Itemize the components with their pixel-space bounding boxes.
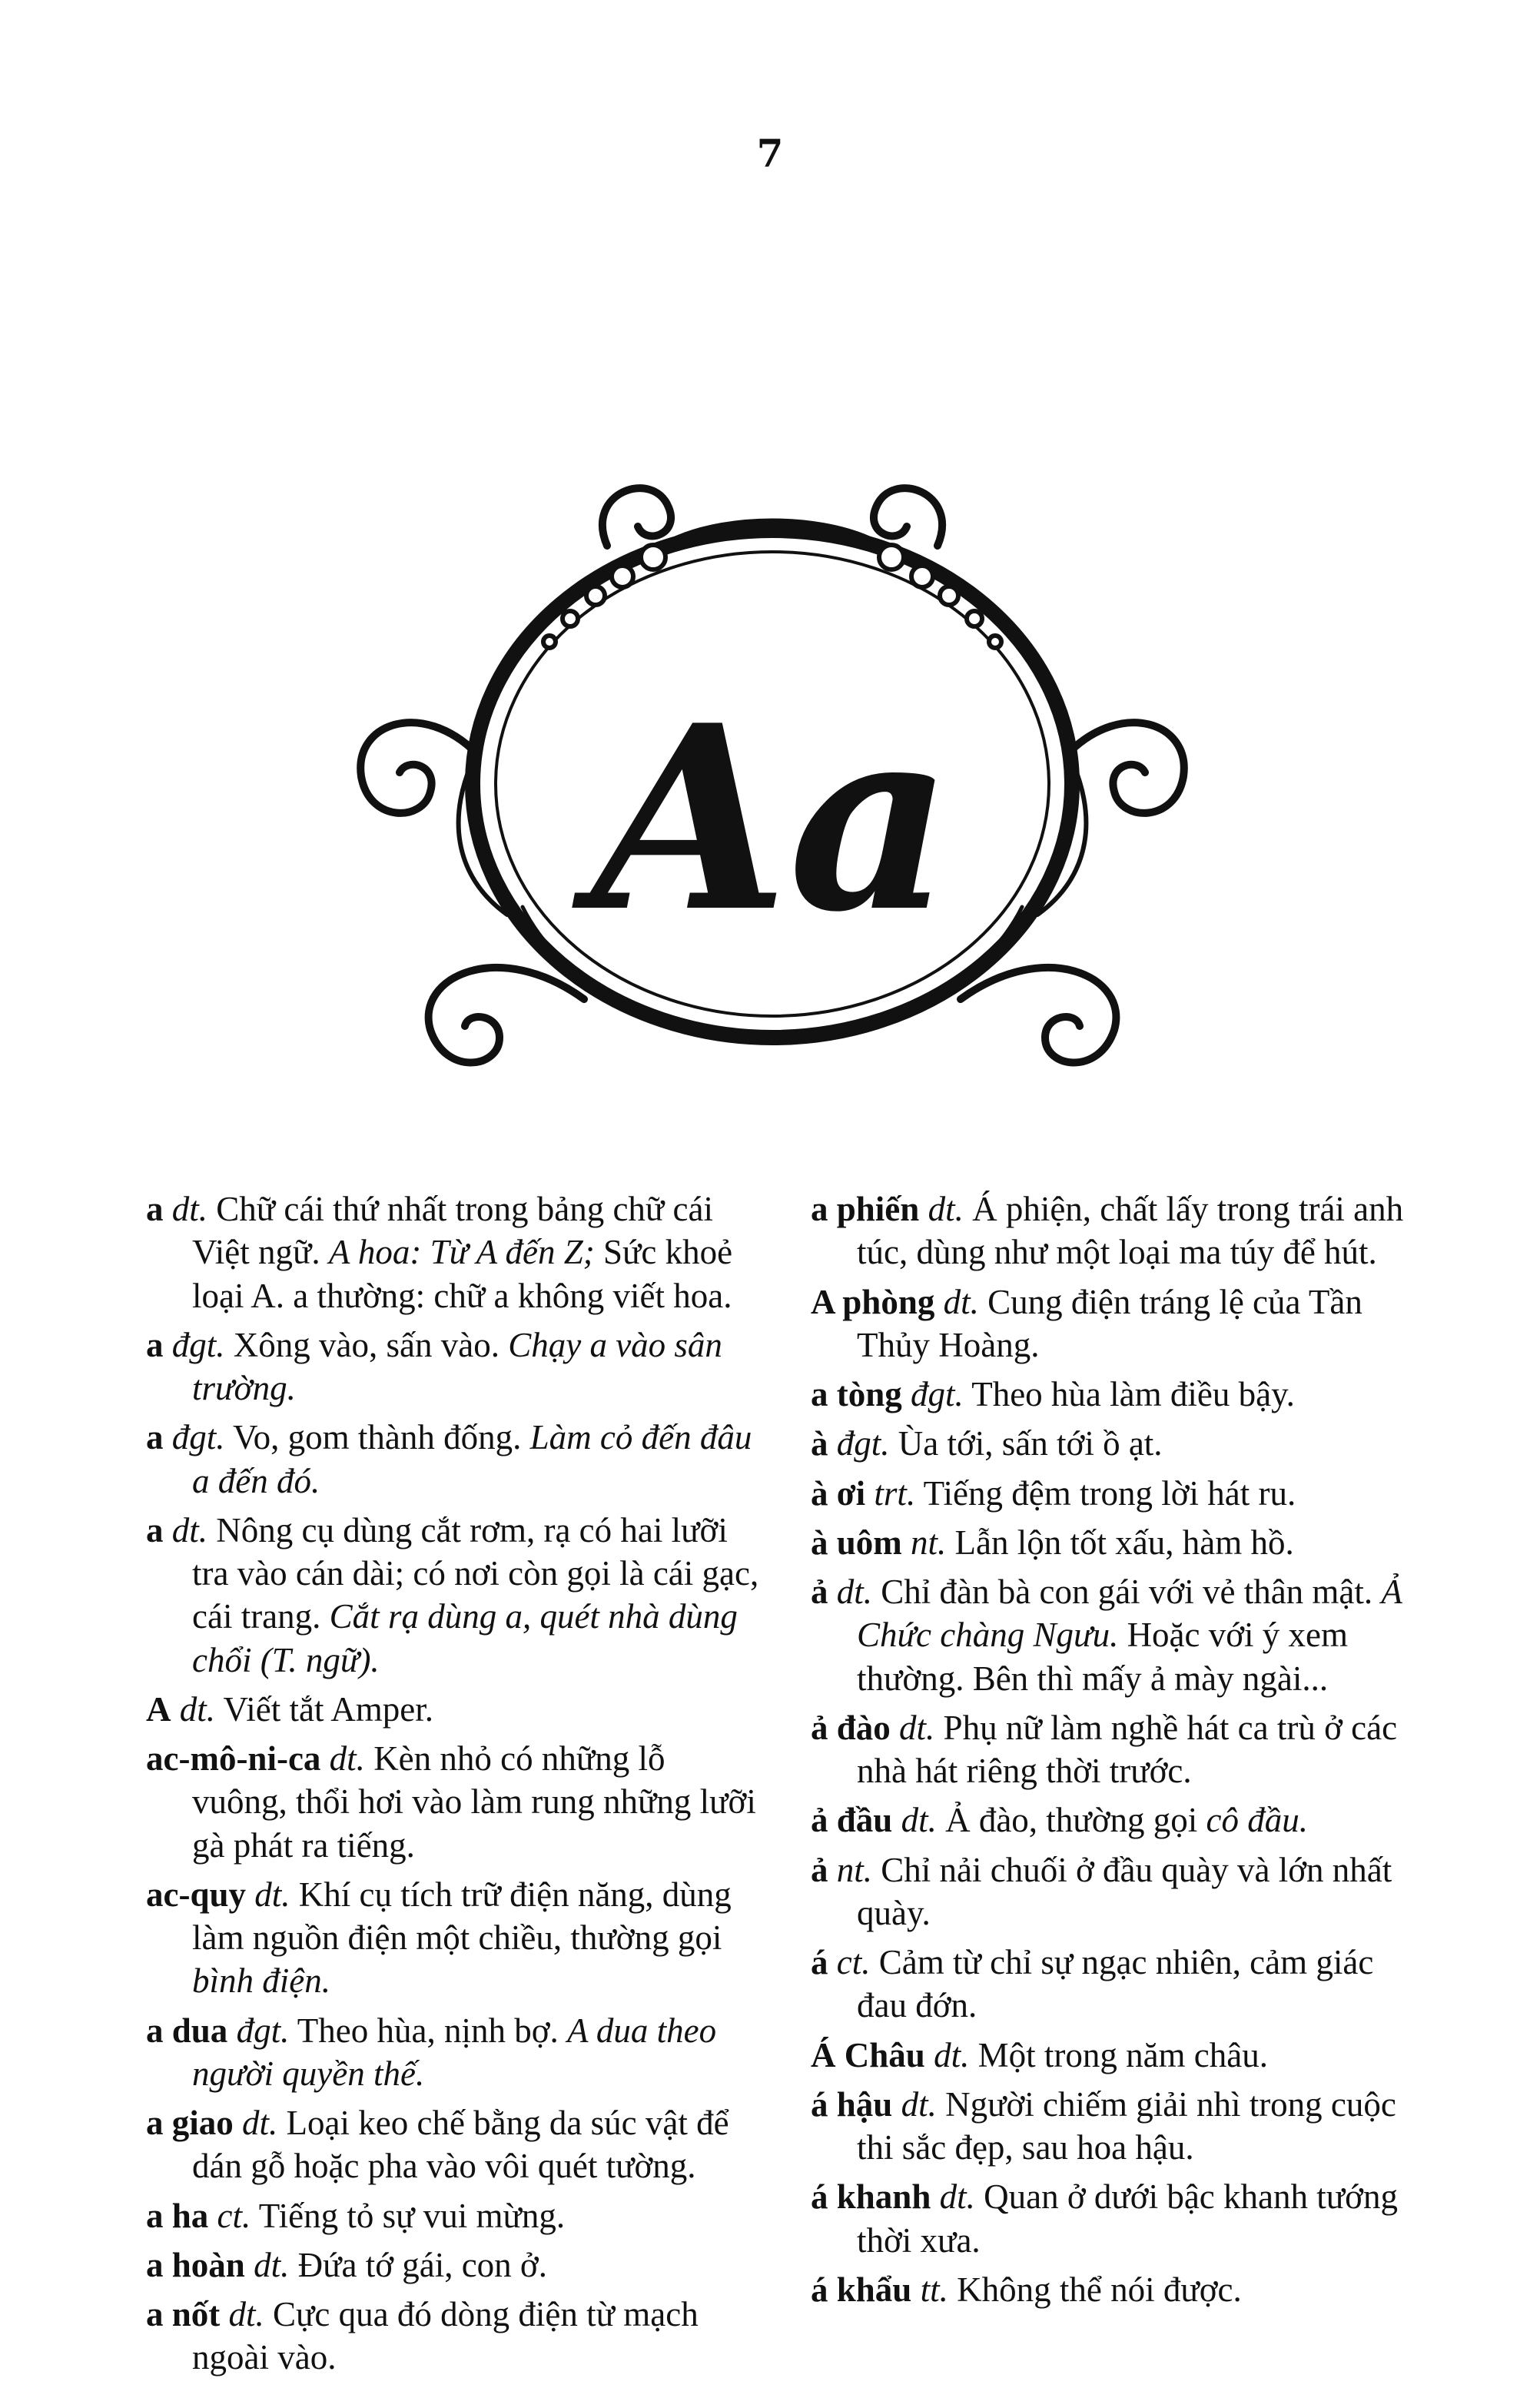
part-of-speech: dt.	[228, 2295, 264, 2333]
part-of-speech: đgt.	[171, 1325, 225, 1364]
dictionary-entry	[811, 1187, 1425, 1274]
part-of-speech: dt.	[901, 1801, 937, 1840]
headword: ac-mô-ni-ca	[146, 1739, 321, 1778]
headword: a nốt	[146, 2295, 221, 2333]
definition: Viết tắt Amper.	[223, 1689, 433, 1729]
headword: a tòng	[811, 1375, 902, 1413]
dictionary-entry	[811, 1941, 1425, 2028]
dictionary-entry	[811, 1280, 1425, 1367]
dictionary-entry	[146, 1688, 761, 1731]
headword: á hậu	[811, 2084, 893, 2124]
definition: Tiếng tỏ sự vui mừng.	[258, 2196, 566, 2235]
dictionary-entry	[146, 1187, 761, 1317]
dictionary-entry	[811, 1521, 1425, 1564]
headword: à uôm	[811, 1523, 902, 1562]
part-of-speech: ct.	[836, 1943, 871, 1981]
headword: a	[146, 1510, 164, 1549]
definition: Nông cụ dùng cắt rơm, rạ có hai lưỡi tra vào cán dài; có nơi còn gọi là cái gạc, cái trang.	[192, 1510, 759, 1636]
definition: Vo, gom thành đống.	[232, 1418, 522, 1457]
example: Ả Chức chàng Ngưu.	[857, 1573, 1402, 1655]
definition: Ùa tới, sấn tới ồ ạt.	[898, 1424, 1163, 1463]
dictionary-entry	[146, 2194, 761, 2237]
definition-continued: Sức khoẻ loại A. a thường: chữ a không viết hoa.	[192, 1233, 733, 1315]
part-of-speech: ct.	[217, 2196, 251, 2235]
dictionary-entry	[811, 2034, 1425, 2077]
page-number: 7	[756, 131, 784, 176]
example: A hoa: Từ A đến Z;	[328, 1233, 595, 1272]
headword: a hoàn	[146, 2245, 245, 2284]
definition: Chỉ đàn bà con gái với vẻ thân mật.	[881, 1573, 1373, 1611]
headword: ả đào	[811, 1708, 891, 1747]
definition: Chữ cái thứ nhất trong bảng chữ cái Việt ngữ.	[192, 1190, 714, 1272]
headword: ả	[811, 1573, 828, 1611]
example: cô đầu.	[1206, 1801, 1308, 1840]
definition: Đứa tớ gái, con ở.	[297, 2245, 547, 2284]
dictionary-entry	[146, 1873, 761, 2003]
part-of-speech: dt.	[899, 1708, 935, 1747]
part-of-speech: dt.	[329, 1739, 365, 1778]
part-of-speech: nt.	[836, 1850, 873, 1889]
headword: à	[811, 1424, 828, 1463]
dictionary-entry	[811, 1373, 1425, 1416]
headword: á	[811, 1943, 828, 1981]
headword: A	[146, 1689, 171, 1729]
dictionary-entry	[811, 2175, 1425, 2262]
headword: a	[146, 1418, 164, 1457]
part-of-speech: dt.	[836, 1573, 873, 1611]
dictionary-entry	[811, 1422, 1425, 1465]
part-of-speech: dt.	[171, 1510, 208, 1549]
headword: ả đầu	[811, 1801, 893, 1840]
headword: á khanh	[811, 2177, 931, 2217]
part-of-speech: dt.	[179, 1689, 216, 1729]
definition: Phụ nữ làm nghề hát ca trù ở các nhà hát riêng thời trước.	[857, 1708, 1398, 1790]
definition: Tiếng đệm trong lời hát ru.	[923, 1473, 1296, 1513]
example: bình điện.	[192, 1961, 330, 2001]
headword: a dua	[146, 2011, 228, 2050]
dictionary-entry	[146, 2293, 761, 2380]
dictionary-entry	[146, 2009, 761, 2096]
dictionary-entry	[811, 1798, 1425, 1842]
dictionary-entry	[811, 2268, 1425, 2311]
headword: a	[146, 1190, 164, 1228]
left-column	[146, 1187, 761, 2386]
definition: Theo hùa làm điều bậy.	[971, 1375, 1295, 1413]
definition: Chỉ nải chuối ở đầu quày và lớn nhất quày.	[857, 1850, 1392, 1932]
definition: Xông vào, sấn vào.	[233, 1325, 500, 1364]
dictionary-entry	[146, 1324, 761, 1410]
part-of-speech: dt.	[254, 1875, 290, 1914]
part-of-speech: đgt.	[911, 1375, 964, 1413]
part-of-speech: đgt.	[236, 2011, 290, 2050]
definition: Quan ở dưới bậc khanh tướng thời xưa.	[857, 2177, 1398, 2260]
dictionary-entry	[811, 1472, 1425, 1515]
dictionary-entry	[146, 1509, 761, 1682]
example: A dua theo người quyền thế.	[192, 2011, 717, 2093]
headword: a ha	[146, 2196, 209, 2235]
headword: ac-quy	[146, 1875, 247, 1914]
headword: a giao	[146, 2104, 234, 2142]
headword: à ơi	[811, 1473, 866, 1513]
headword: á khẩu	[811, 2270, 912, 2309]
headword: a phiến	[811, 1190, 920, 1228]
definition: Á phiện, chất lấy trong trái anh túc, dùng như một loại ma túy để hút.	[857, 1190, 1404, 1272]
dictionary-entry	[811, 1706, 1425, 1793]
part-of-speech: dt.	[254, 2245, 290, 2284]
part-of-speech: đgt.	[836, 1424, 890, 1463]
part-of-speech: dt.	[939, 2177, 975, 2217]
definition: Một trong năm châu.	[977, 2035, 1269, 2074]
definition: Theo hùa, nịnh bợ.	[297, 2011, 559, 2050]
headword: Á Châu	[811, 2035, 925, 2074]
definition: Lẫn lộn tốt xấu, hàm hồ.	[954, 1523, 1294, 1562]
part-of-speech: trt.	[874, 1473, 916, 1513]
dictionary-entry	[146, 1737, 761, 1867]
definition: Cảm từ chỉ sự ngạc nhiên, cảm giác đau đớn.	[857, 1943, 1374, 2025]
dictionary-entry	[811, 1570, 1425, 1700]
example: Chạy a vào sân trường.	[192, 1325, 722, 1407]
part-of-speech: nt.	[911, 1523, 947, 1562]
definition: Ả đào, thường gọi	[945, 1801, 1198, 1840]
headword: a	[146, 1325, 164, 1364]
section-letter: Aa	[592, 669, 953, 968]
part-of-speech: đgt.	[171, 1418, 225, 1457]
dictionary-entry	[146, 2101, 761, 2188]
definition: Không thể nói được.	[957, 2270, 1242, 2309]
example: Làm cỏ đến đâu a đến đó.	[192, 1418, 752, 1500]
part-of-speech: dt.	[171, 1190, 208, 1228]
part-of-speech: dt.	[928, 1190, 964, 1228]
part-of-speech: dt.	[934, 2035, 970, 2074]
headword: ả	[811, 1850, 828, 1889]
dictionary-entry	[146, 2244, 761, 2287]
definition: Người chiếm giải nhì trong cuộc thi sắc đẹp, sau hoa hậu.	[857, 2084, 1396, 2167]
definition-continued: Hoặc với ý xem thường. Bên thì mấy ả mày ngài...	[857, 1616, 1349, 1698]
part-of-speech: dt.	[901, 2084, 937, 2124]
part-of-speech: tt.	[920, 2270, 948, 2309]
part-of-speech: dt.	[242, 2104, 278, 2142]
definition: Kèn nhỏ có những lỗ vuông, thổi hơi vào làm rung những lưỡi gà phát ra tiếng.	[192, 1739, 756, 1865]
right-column	[811, 1187, 1425, 2317]
definition: Cung điện tráng lệ của Tần Thủy Hoàng.	[857, 1282, 1362, 1364]
definition: Loại keo chế bằng da súc vật để dán gỗ hoặc pha vào vôi quét tường.	[192, 2104, 729, 2186]
definition: Khí cụ tích trữ điện năng, dùng làm nguồn điện một chiều, thường gọi	[192, 1875, 732, 1957]
dictionary-entry	[811, 1848, 1425, 1935]
dictionary-entry	[811, 2083, 1425, 2170]
headword: A phòng	[811, 1282, 935, 1321]
example: Cắt rạ dùng a, quét nhà dùng chổi (T. ngữ).	[192, 1597, 738, 1679]
letter-ornament	[330, 446, 1214, 1107]
definition: Cực qua đó dòng điện từ mạch ngoài vào.	[192, 2295, 699, 2377]
dictionary-entry	[146, 1416, 761, 1503]
part-of-speech: dt.	[943, 1282, 979, 1321]
